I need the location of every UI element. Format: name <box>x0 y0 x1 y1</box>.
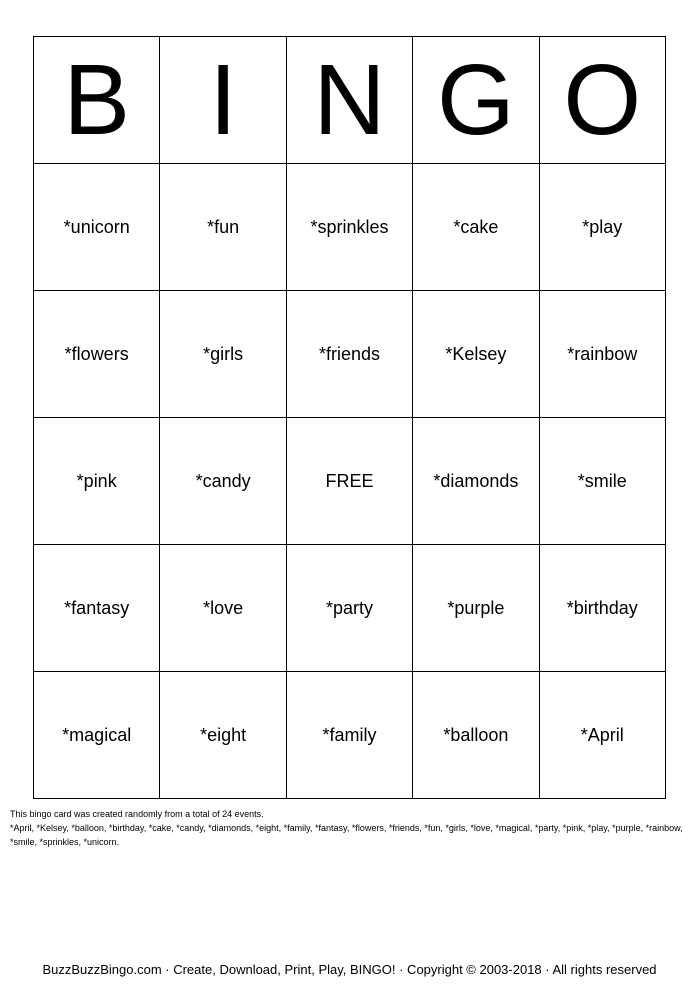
bingo-header-letter: B <box>34 37 160 164</box>
bingo-header-letter: I <box>160 37 286 164</box>
bingo-free-cell: FREE <box>286 418 412 545</box>
bingo-cell: *Kelsey <box>413 291 539 418</box>
bingo-cell: *sprinkles <box>286 164 412 291</box>
bingo-row <box>34 672 666 799</box>
bingo-card <box>33 36 666 799</box>
bingo-cell: *play <box>539 164 665 291</box>
bingo-cell: *love <box>160 545 286 672</box>
bingo-cell: *diamonds <box>413 418 539 545</box>
bingo-cell: *birthday <box>539 545 665 672</box>
bingo-cell: *magical <box>34 672 160 799</box>
bingo-cell: *girls <box>160 291 286 418</box>
bingo-cell: *fantasy <box>34 545 160 672</box>
bingo-cell: *purple <box>413 545 539 672</box>
card-info-events: *April, *Kelsey, *balloon, *birthday, *cake, *candy, *diamonds, *eight, *family, *fantasy, *flowers, *friends, *fun, *girls, *love, *magical, *party, *pink, *play, *purple, *rainbow, *smile, *sprinkles, *unicorn. <box>10 823 683 847</box>
bingo-cell: *flowers <box>34 291 160 418</box>
bingo-cell: *family <box>286 672 412 799</box>
bingo-cell: *rainbow <box>539 291 665 418</box>
bingo-row <box>34 545 666 672</box>
bingo-header-letter: N <box>286 37 412 164</box>
bingo-cell: *friends <box>286 291 412 418</box>
bingo-cell: *cake <box>413 164 539 291</box>
bingo-header-letter: G <box>413 37 539 164</box>
bingo-header-letter: O <box>539 37 665 164</box>
bingo-cell: *eight <box>160 672 286 799</box>
bingo-cell: *balloon <box>413 672 539 799</box>
bingo-header-row <box>34 37 666 164</box>
bingo-row <box>34 291 666 418</box>
card-info-summary: This bingo card was created randomly from a total of 24 events. <box>10 809 264 819</box>
bingo-cell: *smile <box>539 418 665 545</box>
card-info <box>10 807 690 849</box>
bingo-cell: *pink <box>34 418 160 545</box>
bingo-cell: *April <box>539 672 665 799</box>
bingo-row <box>34 418 666 545</box>
bingo-row <box>34 164 666 291</box>
bingo-cell: *party <box>286 545 412 672</box>
bingo-cell: *unicorn <box>34 164 160 291</box>
bingo-cell: *fun <box>160 164 286 291</box>
bingo-cell: *candy <box>160 418 286 545</box>
page-footer: BuzzBuzzBingo.com · Create, Download, Print, Play, BINGO! · Copyright © 2003-2018 · All rights reserved <box>42 962 657 977</box>
